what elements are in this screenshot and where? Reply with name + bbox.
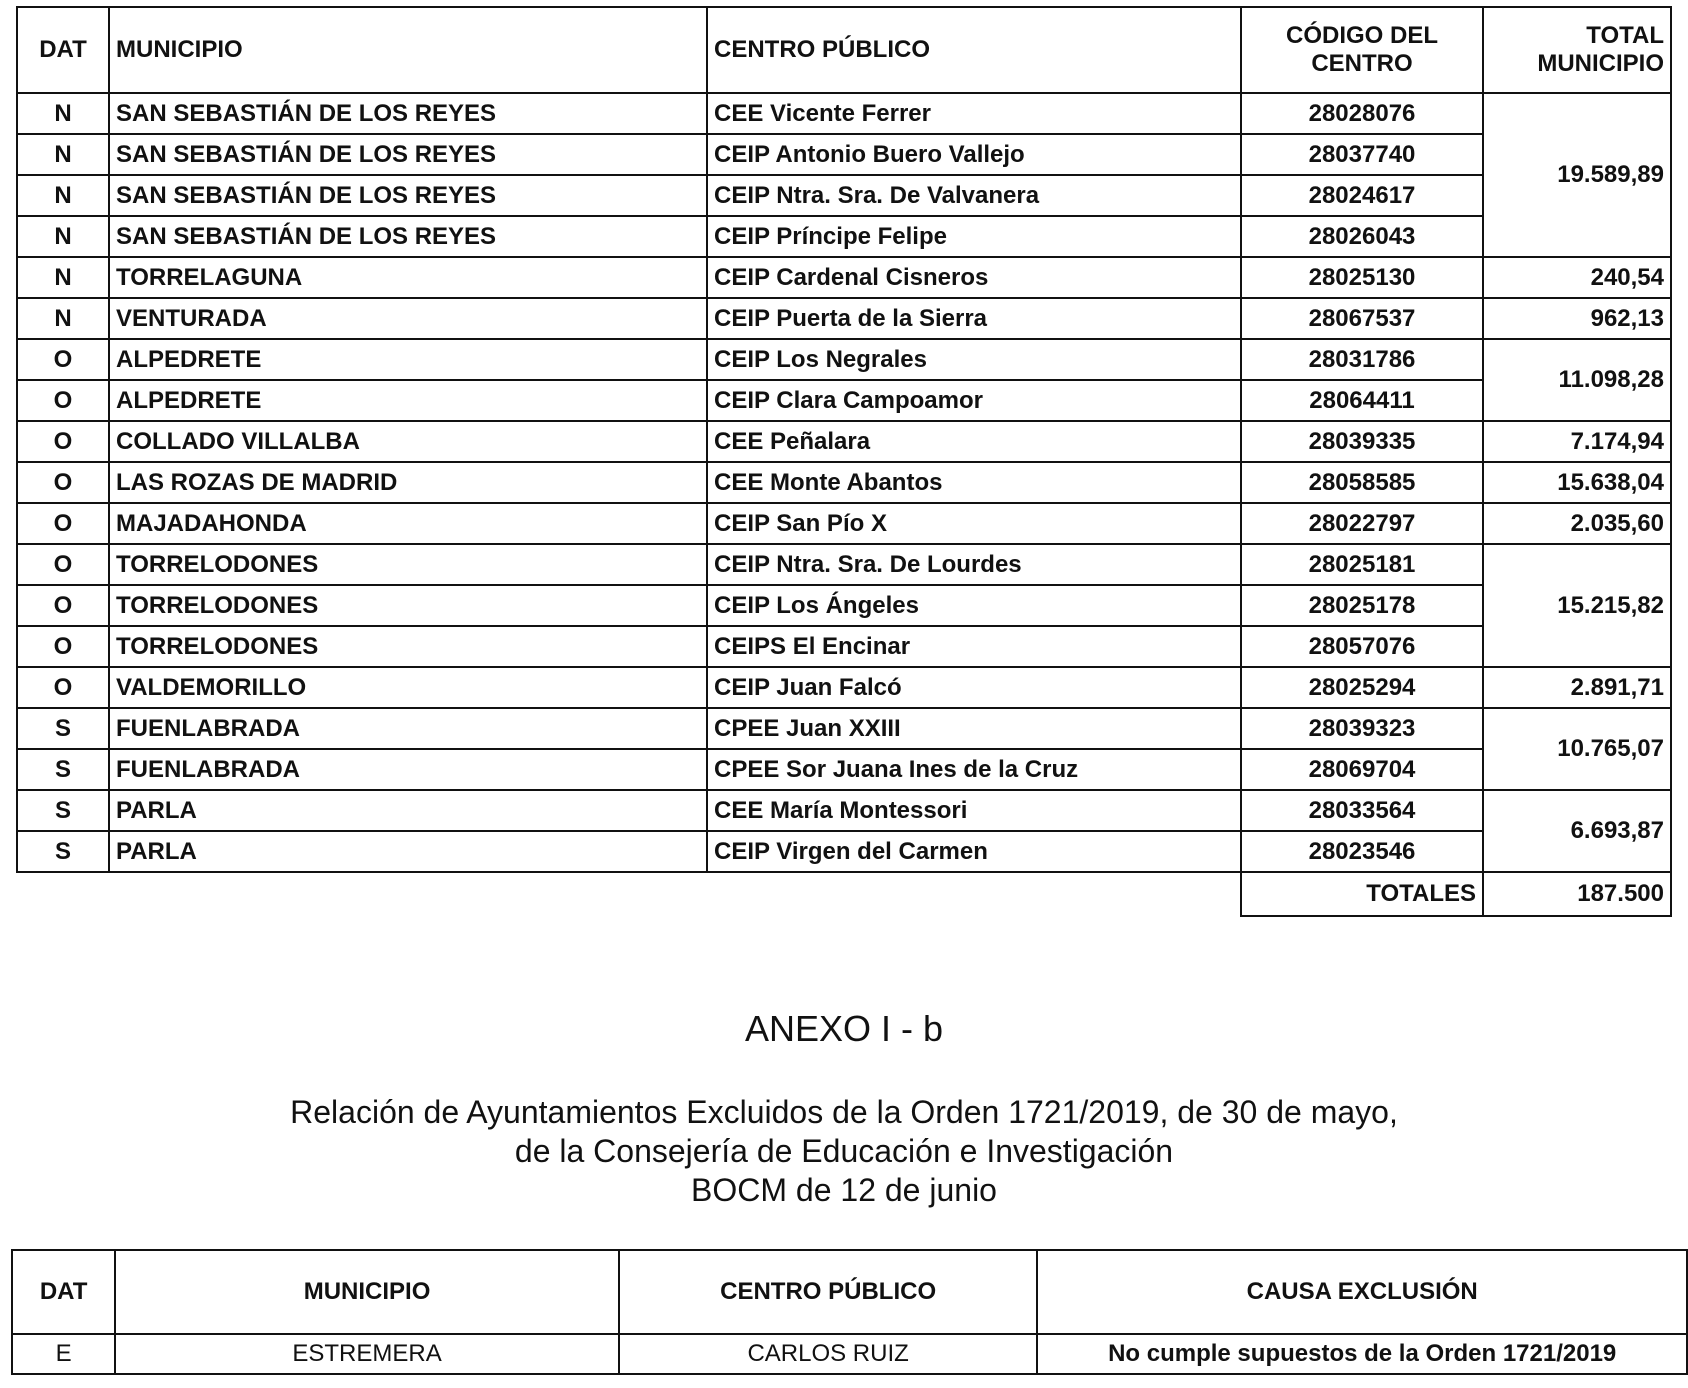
- cell-dat: E: [12, 1334, 115, 1374]
- cell-dat: O: [17, 626, 109, 667]
- cell-dat: O: [17, 585, 109, 626]
- table-row: [17, 175, 1671, 216]
- cell-centro: CEIP Los Ángeles: [707, 585, 1241, 626]
- header-dat: DAT: [17, 7, 109, 93]
- header-total: [1483, 7, 1671, 93]
- cell-codigo: 28039323: [1241, 708, 1483, 749]
- cell-codigo: 28025294: [1241, 667, 1483, 708]
- cell-municipio: TORRELODONES: [109, 626, 707, 667]
- cell-total-municipio: 11.098,28: [1483, 339, 1671, 421]
- cell-dat: O: [17, 462, 109, 503]
- cell-codigo: 28057076: [1241, 626, 1483, 667]
- cell-dat: O: [17, 544, 109, 585]
- table-row: [17, 667, 1671, 708]
- cell-total-municipio: 19.589,89: [1483, 93, 1671, 257]
- header-centro: CENTRO PÚBLICO: [619, 1250, 1037, 1334]
- cell-dat: S: [17, 831, 109, 872]
- cell-dat: N: [17, 257, 109, 298]
- cell-centro: CEIP Puerta de la Sierra: [707, 298, 1241, 339]
- cell-centro: CEIPS El Encinar: [707, 626, 1241, 667]
- table-row: [17, 462, 1671, 503]
- cell-codigo: 28067537: [1241, 298, 1483, 339]
- cell-municipio: ESTREMERA: [115, 1334, 619, 1374]
- cell-codigo: 28025130: [1241, 257, 1483, 298]
- cell-codigo: 28025181: [1241, 544, 1483, 585]
- totals-spacer: [17, 872, 1241, 916]
- cell-codigo: 28024617: [1241, 175, 1483, 216]
- cell-municipio: FUENLABRADA: [109, 749, 707, 790]
- table-row: [12, 1334, 1687, 1374]
- cell-centro: CEIP Cardenal Cisneros: [707, 257, 1241, 298]
- header-codigo-line2: CENTRO: [1311, 50, 1413, 77]
- annex-description-line: Relación de Ayuntamientos Excluidos de la Orden 1721/2019, de 30 de mayo,: [290, 1094, 1398, 1130]
- header-municipio: MUNICIPIO: [115, 1250, 619, 1334]
- cell-codigo: 28058585: [1241, 462, 1483, 503]
- cell-total-municipio: 2.891,71: [1483, 667, 1671, 708]
- cell-centro: CEE Peñalara: [707, 421, 1241, 462]
- cell-municipio: MAJADAHONDA: [109, 503, 707, 544]
- cell-total-municipio: 7.174,94: [1483, 421, 1671, 462]
- cell-dat: O: [17, 339, 109, 380]
- cell-dat: N: [17, 175, 109, 216]
- cell-codigo: 28022797: [1241, 503, 1483, 544]
- cell-codigo: 28064411: [1241, 380, 1483, 421]
- cell-centro: CEIP Virgen del Carmen: [707, 831, 1241, 872]
- cell-codigo: 28033564: [1241, 790, 1483, 831]
- cell-dat: S: [17, 749, 109, 790]
- cell-municipio: ALPEDRETE: [109, 380, 707, 421]
- annex-description-line: de la Consejería de Educación e Investigación: [514, 1133, 1174, 1169]
- annex-description-line: BOCM de 12 de junio: [691, 1172, 997, 1208]
- cell-centro: CEIP Clara Campoamor: [707, 380, 1241, 421]
- cell-total-municipio: 15.215,82: [1483, 544, 1671, 667]
- cell-centro: CPEE Juan XXIII: [707, 708, 1241, 749]
- header-total-line2: MUNICIPIO: [1537, 50, 1664, 77]
- cell-municipio: PARLA: [109, 831, 707, 872]
- cell-causa: No cumple supuestos de la Orden 1721/2019: [1037, 1334, 1687, 1374]
- cell-centro: CEIP Ntra. Sra. De Valvanera: [707, 175, 1241, 216]
- cell-dat: O: [17, 380, 109, 421]
- cell-dat: N: [17, 216, 109, 257]
- cell-centro: CPEE Sor Juana Ines de la Cruz: [707, 749, 1241, 790]
- cell-centro: CEE María Montessori: [707, 790, 1241, 831]
- allocation-table: [16, 6, 1672, 917]
- header-causa: CAUSA EXCLUSIÓN: [1037, 1250, 1687, 1334]
- cell-municipio: VENTURADA: [109, 298, 707, 339]
- cell-codigo: 28026043: [1241, 216, 1483, 257]
- cell-municipio: TORRELODONES: [109, 544, 707, 585]
- exclusion-table: [11, 1249, 1688, 1375]
- cell-total-municipio: 6.693,87: [1483, 790, 1671, 872]
- cell-dat: S: [17, 708, 109, 749]
- cell-municipio: SAN SEBASTIÁN DE LOS REYES: [109, 175, 707, 216]
- cell-centro: CEIP Ntra. Sra. De Lourdes: [707, 544, 1241, 585]
- table-row: [17, 339, 1671, 380]
- cell-centro: CEIP Antonio Buero Vallejo: [707, 134, 1241, 175]
- cell-total-municipio: 15.638,04: [1483, 462, 1671, 503]
- table-row: [17, 544, 1671, 585]
- cell-codigo: 28039335: [1241, 421, 1483, 462]
- table-row: [17, 503, 1671, 544]
- cell-municipio: PARLA: [109, 790, 707, 831]
- table-row: [17, 216, 1671, 257]
- cell-municipio: SAN SEBASTIÁN DE LOS REYES: [109, 134, 707, 175]
- table-row: [17, 134, 1671, 175]
- cell-municipio: TORRELAGUNA: [109, 257, 707, 298]
- cell-municipio: COLLADO VILLALBA: [109, 421, 707, 462]
- totals-label: TOTALES: [1241, 872, 1483, 916]
- table-header-row: [12, 1250, 1687, 1334]
- cell-dat: O: [17, 667, 109, 708]
- cell-centro: CEE Monte Abantos: [707, 462, 1241, 503]
- cell-dat: O: [17, 503, 109, 544]
- cell-municipio: SAN SEBASTIÁN DE LOS REYES: [109, 93, 707, 134]
- table-header-row: [17, 7, 1671, 93]
- annex-description: [0, 1093, 1688, 1210]
- cell-municipio: SAN SEBASTIÁN DE LOS REYES: [109, 216, 707, 257]
- cell-municipio: TORRELODONES: [109, 585, 707, 626]
- cell-codigo: 28023546: [1241, 831, 1483, 872]
- cell-codigo: 28025178: [1241, 585, 1483, 626]
- header-centro: CENTRO PÚBLICO: [707, 7, 1241, 93]
- cell-total-municipio: 962,13: [1483, 298, 1671, 339]
- cell-centro: CEIP Juan Falcó: [707, 667, 1241, 708]
- cell-codigo: 28069704: [1241, 749, 1483, 790]
- table-row: [17, 708, 1671, 749]
- cell-codigo: 28037740: [1241, 134, 1483, 175]
- cell-municipio: FUENLABRADA: [109, 708, 707, 749]
- cell-municipio: ALPEDRETE: [109, 339, 707, 380]
- header-total-line1: TOTAL: [1586, 22, 1664, 50]
- cell-municipio: VALDEMORILLO: [109, 667, 707, 708]
- table-row: [17, 421, 1671, 462]
- table-row: [17, 257, 1671, 298]
- header-dat: DAT: [12, 1250, 115, 1334]
- cell-dat: S: [17, 790, 109, 831]
- table-row: [17, 831, 1671, 872]
- cell-municipio: LAS ROZAS DE MADRID: [109, 462, 707, 503]
- cell-dat: N: [17, 93, 109, 134]
- table-row: [17, 298, 1671, 339]
- cell-centro: CEIP Príncipe Felipe: [707, 216, 1241, 257]
- cell-centro: CEE Vicente Ferrer: [707, 93, 1241, 134]
- cell-codigo: 28028076: [1241, 93, 1483, 134]
- cell-total-municipio: 240,54: [1483, 257, 1671, 298]
- table-row: [17, 749, 1671, 790]
- totals-row: [17, 872, 1671, 916]
- cell-total-municipio: 10.765,07: [1483, 708, 1671, 790]
- table-row: [17, 790, 1671, 831]
- cell-centro: CEIP San Pío X: [707, 503, 1241, 544]
- table-row: [17, 380, 1671, 421]
- cell-dat: N: [17, 298, 109, 339]
- cell-centro: CARLOS RUIZ: [619, 1334, 1037, 1374]
- totals-value: 187.500: [1483, 872, 1671, 916]
- cell-dat: N: [17, 134, 109, 175]
- annex-title: ANEXO I - b: [744, 1008, 944, 1049]
- table-row: [17, 585, 1671, 626]
- cell-centro: CEIP Los Negrales: [707, 339, 1241, 380]
- cell-codigo: 28031786: [1241, 339, 1483, 380]
- cell-dat: O: [17, 421, 109, 462]
- cell-total-municipio: 2.035,60: [1483, 503, 1671, 544]
- header-codigo-line1: CÓDIGO DEL: [1285, 22, 1438, 50]
- table-row: [17, 93, 1671, 134]
- header-codigo: [1241, 7, 1483, 93]
- table-row: [17, 626, 1671, 667]
- header-municipio: MUNICIPIO: [109, 7, 707, 93]
